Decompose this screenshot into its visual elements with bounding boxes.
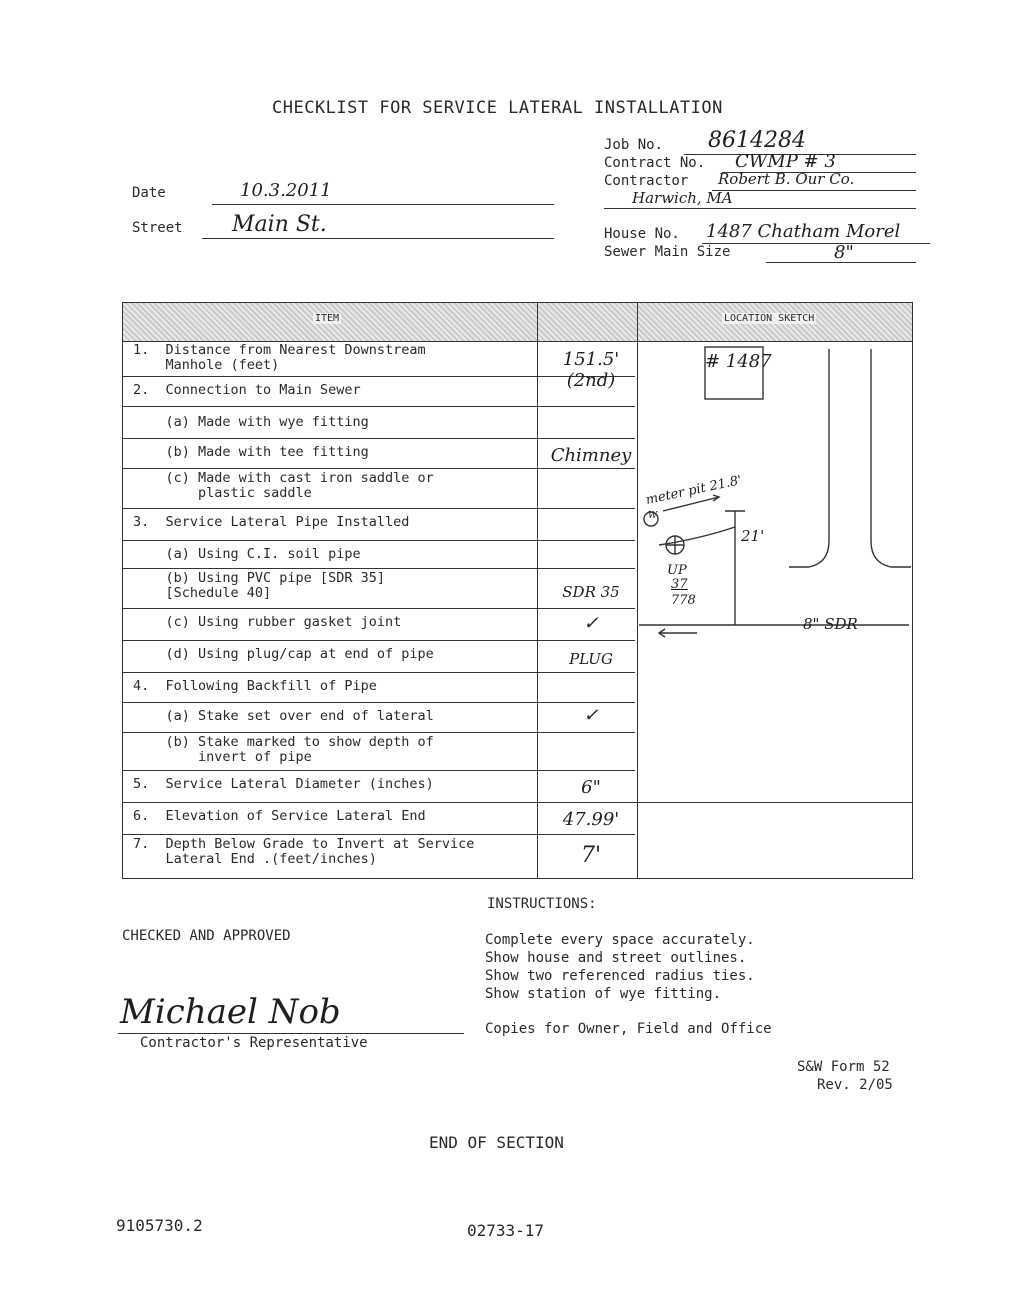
sewer-main-size-value: 8" xyxy=(834,242,854,263)
table-row xyxy=(123,703,635,733)
street-underline xyxy=(202,238,554,239)
contractor-value-line2: Harwich, MA xyxy=(632,189,733,207)
footer-doc-code: 9105730.2 xyxy=(116,1216,203,1235)
value-header xyxy=(538,303,638,342)
table-row xyxy=(123,835,635,878)
contractor-value: Robert B. Our Co. xyxy=(718,170,855,188)
location-sketch xyxy=(639,341,911,771)
sewer-main-size-label: Sewer Main Size xyxy=(604,244,731,260)
row-label: 3. Service Lateral Pipe Installed xyxy=(133,514,410,530)
row-label: 1. Distance from Nearest Downstream Manhole (feet) xyxy=(133,342,426,373)
row-value: Chimney xyxy=(550,445,632,466)
sketch-pole-number: 37 xyxy=(671,577,688,592)
table-row xyxy=(123,771,912,803)
row-label: (a) Stake set over end of lateral xyxy=(133,708,434,724)
item-header-label: ITEM xyxy=(315,313,340,324)
copies-note: Copies for Owner, Field and Office xyxy=(485,1021,772,1037)
table-row xyxy=(123,641,635,673)
sketch-tie-distance: 21' xyxy=(741,527,765,545)
row-label: (b) Using PVC pipe [SDR 35] [Schedule 40] xyxy=(165,570,385,601)
page-title: CHECKLIST FOR SERVICE LATERAL INSTALLATION xyxy=(272,98,723,118)
row-label: (c) Using rubber gasket joint xyxy=(133,614,402,630)
contractor-underline xyxy=(712,190,916,191)
street-edge-right xyxy=(871,349,911,567)
form-name: S&W Form 52 xyxy=(797,1059,890,1075)
sketch-up-label: UP xyxy=(667,563,687,578)
date-value: 10.3.2011 xyxy=(240,180,332,201)
item-header xyxy=(123,303,538,342)
end-of-section: END OF SECTION xyxy=(429,1133,564,1152)
table-row xyxy=(123,733,635,771)
table-row xyxy=(123,609,635,641)
signature-role: Contractor's Representative xyxy=(140,1035,368,1051)
row-value: 151.5' (2nd) xyxy=(562,349,620,391)
row-label: (a) Made with wye fitting xyxy=(133,414,369,430)
date-underline xyxy=(212,204,554,205)
sketch-pole-sub: 778 xyxy=(671,593,696,608)
job-no-value: 8614284 xyxy=(708,128,806,153)
table-row xyxy=(123,377,635,407)
table-row xyxy=(123,803,635,835)
sketch-main-label: 8" SDR xyxy=(803,615,858,633)
row-value: 47.99' xyxy=(562,809,620,830)
row-label: (b) Stake marked to show depth of invert of pipe xyxy=(165,734,434,765)
house-no-label: House No. xyxy=(604,226,680,242)
row-value: ✓ xyxy=(583,705,599,726)
row-label: 7. Depth Below Grade to Invert at Service Lateral End .(feet/inches) xyxy=(133,836,475,867)
street-label: Street xyxy=(132,220,183,236)
footer-page-code: 02733-17 xyxy=(467,1221,545,1240)
row-value: SDR 35 xyxy=(562,583,620,601)
contractor-label: Contractor xyxy=(604,173,689,189)
sketch-header-label: LOCATION SKETCH xyxy=(724,313,815,324)
signature: Michael Nob xyxy=(120,992,341,1032)
tie-line-pole xyxy=(659,527,735,545)
table-row xyxy=(123,469,635,509)
instruction-line: Show house and street outlines. xyxy=(485,950,747,966)
table-row xyxy=(123,673,635,703)
approval-label: CHECKED AND APPROVED xyxy=(122,928,291,944)
job-no-label: Job No. xyxy=(604,137,664,153)
row-label: 2. Connection to Main Sewer xyxy=(133,382,361,398)
house-no-value: 1487 Chatham Morel xyxy=(706,221,901,242)
sketch-header xyxy=(638,303,912,342)
row-label: (d) Using plug/cap at end of pipe xyxy=(133,646,434,662)
row-value: 7' xyxy=(580,843,602,868)
row-value: ✓ xyxy=(583,613,599,634)
row-label: 6. Elevation of Service Lateral End xyxy=(133,808,426,824)
table-row xyxy=(123,541,635,569)
contract-no-label: Contract No. xyxy=(604,155,706,171)
street-value: Main St. xyxy=(232,212,327,237)
row-label: (c) Made with cast iron saddle or plastic saddle xyxy=(165,470,434,501)
form-revision: Rev. 2/05 xyxy=(817,1077,893,1093)
row-label: 5. Service Lateral Diameter (inches) xyxy=(133,776,434,792)
date-label: Date xyxy=(132,185,166,201)
instruction-line: Complete every space accurately. xyxy=(485,932,755,948)
sketch-meter-pit: meter pit 21.8' xyxy=(644,473,744,508)
instructions-heading: INSTRUCTIONS: xyxy=(487,896,597,912)
signature-line xyxy=(118,1033,464,1034)
instruction-line: Show station of wye fitting. xyxy=(485,986,722,1002)
instruction-line: Show two referenced radius ties. xyxy=(485,968,755,984)
street-edge-left xyxy=(789,349,829,567)
contract-no-value: CWMP # 3 xyxy=(735,151,836,172)
table-row xyxy=(123,509,635,541)
row-value: PLUG xyxy=(569,650,613,668)
table-row xyxy=(123,439,635,469)
checklist-table xyxy=(122,302,913,879)
table-row xyxy=(123,569,635,609)
table-row xyxy=(123,407,635,439)
row-label: (a) Using C.I. soil pipe xyxy=(133,546,361,562)
sketch-meter-symbol: W xyxy=(648,511,658,521)
row-value: 6" xyxy=(581,777,601,798)
house-no-underline xyxy=(702,243,930,244)
sketch-house-number: # 1487 xyxy=(705,351,772,372)
contractor-underline-2 xyxy=(604,208,916,209)
row-label: (b) Made with tee fitting xyxy=(133,444,369,460)
row-label: 4. Following Backfill of Pipe xyxy=(133,678,377,694)
